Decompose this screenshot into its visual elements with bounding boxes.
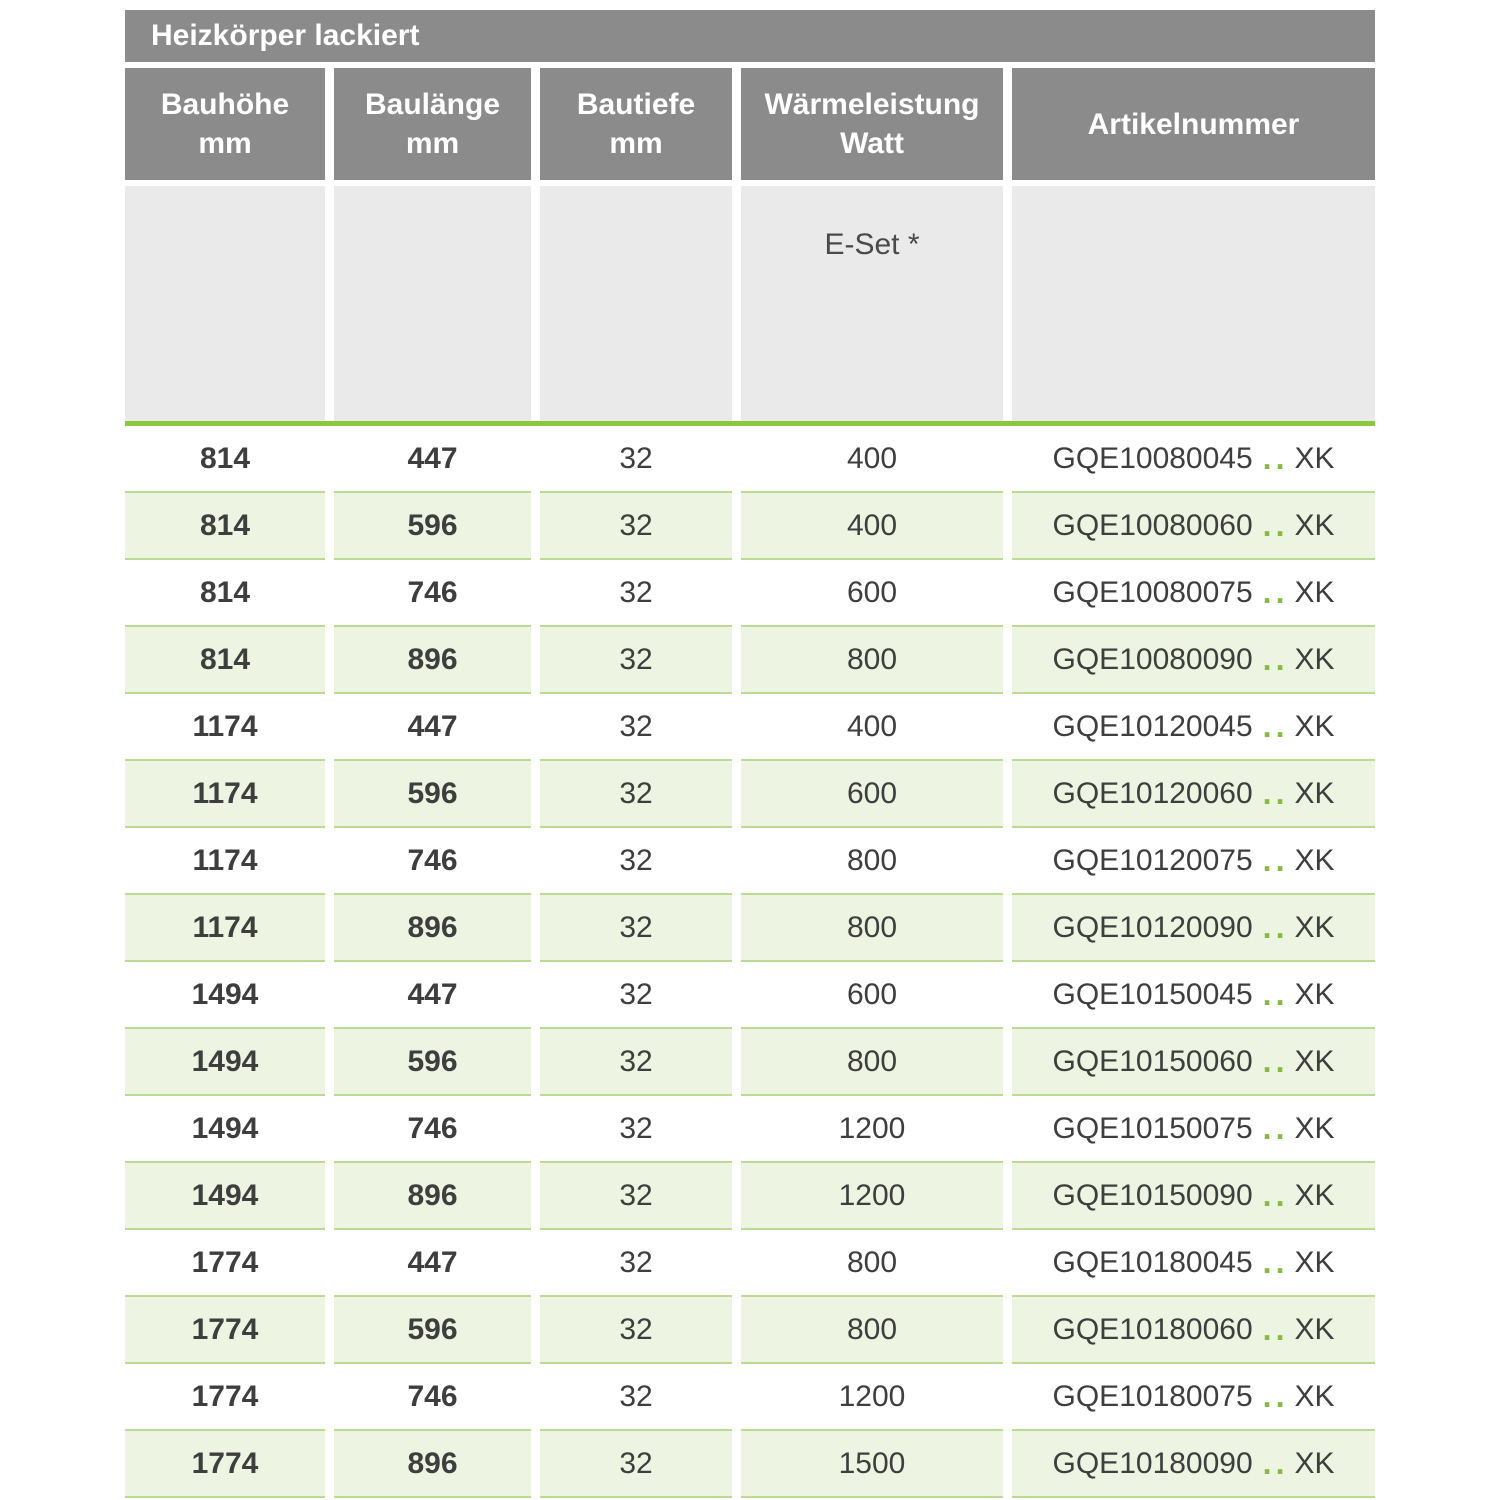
bauhoehe-value: 1774 — [125, 1364, 325, 1431]
baulaenge-value: 447 — [334, 1230, 531, 1297]
artikel-prefix: GQE10180090 — [1052, 1446, 1253, 1480]
bauhoehe-value: 1774 — [125, 1297, 325, 1364]
bauhoehe-value: 1494 — [125, 1163, 325, 1230]
artikelnummer-value — [1012, 962, 1375, 1029]
baulaenge-value: 596 — [334, 761, 531, 828]
color-code-dots: .. — [1262, 708, 1289, 744]
artikel-suffix: XK — [1294, 1111, 1335, 1145]
color-code-dots: .. — [1262, 976, 1289, 1012]
bauhoehe-value: 814 — [125, 426, 325, 493]
column-header-label: Wärmeleistung — [764, 88, 980, 121]
color-code-dots: .. — [1262, 1177, 1289, 1213]
artikelnummer-value — [1012, 694, 1375, 761]
artikel-suffix: XK — [1294, 843, 1335, 877]
artikelnummer-value — [1012, 1364, 1375, 1431]
artikelnummer-value — [1012, 627, 1375, 694]
artikelnummer-value — [1012, 1431, 1375, 1498]
watt-value: 400 — [741, 694, 1003, 761]
color-code-dots: .. — [1262, 440, 1289, 476]
artikel-prefix: GQE10150045 — [1052, 977, 1253, 1011]
watt-value: 600 — [741, 761, 1003, 828]
watt-value: 600 — [741, 560, 1003, 627]
bauhoehe-value: 1494 — [125, 1029, 325, 1096]
bauhoehe-value: 1774 — [125, 1431, 325, 1498]
table-row — [125, 694, 1375, 761]
table-row — [125, 761, 1375, 828]
color-code-dots: .. — [1262, 1378, 1289, 1414]
artikelnummer-value — [1012, 493, 1375, 560]
bauhoehe-value: 814 — [125, 560, 325, 627]
table-title-bar — [125, 10, 1375, 62]
artikel-prefix: GQE10120060 — [1052, 776, 1253, 810]
color-code-dots: .. — [1262, 641, 1289, 677]
baulaenge-value: 596 — [334, 1297, 531, 1364]
artikel-prefix: GQE10080045 — [1052, 441, 1253, 475]
table-row — [125, 1230, 1375, 1297]
artikel-suffix: XK — [1294, 1446, 1335, 1480]
watt-value: 800 — [741, 895, 1003, 962]
baulaenge-value: 596 — [334, 1029, 531, 1096]
artikelnummer-value — [1012, 426, 1375, 493]
subheader-row — [125, 186, 1375, 421]
table-row — [125, 1364, 1375, 1431]
bautiefe-value: 32 — [540, 426, 732, 493]
artikel-suffix: XK — [1294, 977, 1335, 1011]
artikel-prefix: GQE10120045 — [1052, 709, 1253, 743]
table-row — [125, 1431, 1375, 1498]
color-code-dots: .. — [1262, 574, 1289, 610]
baulaenge-value: 896 — [334, 627, 531, 694]
column-header-unit: mm — [609, 127, 663, 160]
bauhoehe-value: 1494 — [125, 962, 325, 1029]
watt-value: 800 — [741, 828, 1003, 895]
bauhoehe-value: 1174 — [125, 895, 325, 962]
artikel-suffix: XK — [1294, 1245, 1335, 1279]
column-header-label: Baulänge — [364, 88, 501, 121]
baulaenge-value: 746 — [334, 1364, 531, 1431]
artikel-prefix: GQE10120090 — [1052, 910, 1253, 944]
subheader-cell-bauhoehe — [125, 186, 325, 421]
bautiefe-value: 32 — [540, 1163, 732, 1230]
artikel-prefix: GQE10150075 — [1052, 1111, 1253, 1145]
artikel-suffix: XK — [1294, 441, 1335, 475]
watt-value: 400 — [741, 493, 1003, 560]
column-header-artikelnummer — [1012, 68, 1375, 180]
bauhoehe-value: 814 — [125, 627, 325, 694]
spec-table — [125, 10, 1375, 1498]
eset-label: E-Set * — [824, 228, 920, 261]
column-header-unit: mm — [405, 127, 460, 160]
subheader-cell-baulaenge — [334, 186, 531, 421]
bautiefe-value: 32 — [540, 1029, 732, 1096]
watt-value: 400 — [741, 426, 1003, 493]
column-header-waermeleistung — [741, 68, 1003, 180]
table-row — [125, 493, 1375, 560]
artikel-prefix: GQE10080060 — [1052, 508, 1253, 542]
artikel-suffix: XK — [1294, 1178, 1335, 1212]
artikel-suffix: XK — [1294, 508, 1335, 542]
bautiefe-value: 32 — [540, 1297, 732, 1364]
bautiefe-value: 32 — [540, 1230, 732, 1297]
column-header-label: Artikelnummer — [1087, 107, 1300, 141]
baulaenge-value: 746 — [334, 828, 531, 895]
bauhoehe-value: 814 — [125, 493, 325, 560]
color-code-dots: .. — [1262, 775, 1289, 811]
watt-value: 800 — [741, 1230, 1003, 1297]
watt-value: 1200 — [741, 1364, 1003, 1431]
color-code-dots: .. — [1262, 507, 1289, 543]
bauhoehe-value: 1774 — [125, 1230, 325, 1297]
bauhoehe-value: 1174 — [125, 694, 325, 761]
artikelnummer-value — [1012, 560, 1375, 627]
artikelnummer-value — [1012, 1096, 1375, 1163]
column-header-bauhoehe — [125, 68, 325, 180]
color-code-dots: .. — [1262, 1244, 1289, 1280]
bautiefe-value: 32 — [540, 560, 732, 627]
table-row — [125, 895, 1375, 962]
color-code-dots: .. — [1262, 842, 1289, 878]
bauhoehe-value: 1174 — [125, 828, 325, 895]
artikel-prefix: GQE10180060 — [1052, 1312, 1253, 1346]
color-code-dots: .. — [1262, 1110, 1289, 1146]
artikelnummer-value — [1012, 1297, 1375, 1364]
baulaenge-value: 447 — [334, 694, 531, 761]
artikelnummer-value — [1012, 1163, 1375, 1230]
column-header-bautiefe — [540, 68, 732, 180]
watt-value: 800 — [741, 627, 1003, 694]
artikelnummer-value — [1012, 895, 1375, 962]
bautiefe-value: 32 — [540, 828, 732, 895]
table-row — [125, 627, 1375, 694]
baulaenge-value: 746 — [334, 1096, 531, 1163]
bautiefe-value: 32 — [540, 895, 732, 962]
table-row — [125, 828, 1375, 895]
bauhoehe-value: 1174 — [125, 761, 325, 828]
baulaenge-value: 896 — [334, 1163, 531, 1230]
bautiefe-value: 32 — [540, 1431, 732, 1498]
baulaenge-value: 596 — [334, 493, 531, 560]
artikelnummer-value — [1012, 761, 1375, 828]
artikel-suffix: XK — [1294, 575, 1335, 609]
artikel-prefix: GQE10150090 — [1052, 1178, 1253, 1212]
watt-value: 1200 — [741, 1096, 1003, 1163]
bautiefe-value: 32 — [540, 761, 732, 828]
column-header-row — [125, 68, 1375, 180]
table-row — [125, 426, 1375, 493]
table-row — [125, 1297, 1375, 1364]
bautiefe-value: 32 — [540, 1096, 732, 1163]
subheader-cell-eset — [741, 186, 1003, 421]
baulaenge-value: 896 — [334, 895, 531, 962]
bautiefe-value: 32 — [540, 1364, 732, 1431]
artikel-suffix: XK — [1294, 1379, 1335, 1413]
artikel-prefix: GQE10120075 — [1052, 843, 1253, 877]
artikel-prefix: GQE10080075 — [1052, 575, 1253, 609]
artikel-prefix: GQE10150060 — [1052, 1044, 1253, 1078]
column-header-label: Bauhöhe — [160, 88, 290, 121]
bautiefe-value: 32 — [540, 493, 732, 560]
column-header-label: Bautiefe — [576, 88, 696, 121]
watt-value: 800 — [741, 1029, 1003, 1096]
column-header-unit: mm — [198, 127, 252, 160]
watt-value: 1500 — [741, 1431, 1003, 1498]
bautiefe-value: 32 — [540, 962, 732, 1029]
color-code-dots: .. — [1262, 1311, 1289, 1347]
artikel-suffix: XK — [1294, 642, 1335, 676]
color-code-dots: .. — [1262, 909, 1289, 945]
watt-value: 1200 — [741, 1163, 1003, 1230]
column-header-unit: Watt — [840, 127, 904, 160]
artikel-prefix: GQE10080090 — [1052, 642, 1253, 676]
bautiefe-value: 32 — [540, 627, 732, 694]
artikel-prefix: GQE10180045 — [1052, 1245, 1253, 1279]
baulaenge-value: 896 — [334, 1431, 531, 1498]
artikelnummer-value — [1012, 828, 1375, 895]
watt-value: 800 — [741, 1297, 1003, 1364]
baulaenge-value: 447 — [334, 962, 531, 1029]
watt-value: 600 — [741, 962, 1003, 1029]
artikelnummer-value — [1012, 1230, 1375, 1297]
column-header-baulaenge — [334, 68, 531, 180]
baulaenge-value: 447 — [334, 426, 531, 493]
bautiefe-value: 32 — [540, 694, 732, 761]
baulaenge-value: 746 — [334, 560, 531, 627]
artikel-suffix: XK — [1294, 1044, 1335, 1078]
artikel-suffix: XK — [1294, 776, 1335, 810]
artikel-suffix: XK — [1294, 910, 1335, 944]
artikel-suffix: XK — [1294, 709, 1335, 743]
subheader-cell-bautiefe — [540, 186, 732, 421]
table-row — [125, 962, 1375, 1029]
artikelnummer-value — [1012, 1029, 1375, 1096]
artikel-prefix: GQE10180075 — [1052, 1379, 1253, 1413]
color-code-dots: .. — [1262, 1445, 1289, 1481]
table-body — [125, 426, 1375, 1498]
table-row — [125, 560, 1375, 627]
color-code-dots: .. — [1262, 1043, 1289, 1079]
table-title: Heizkörper lackiert — [151, 19, 420, 52]
table-row — [125, 1163, 1375, 1230]
subheader-cell-artikelnummer — [1012, 186, 1375, 421]
bauhoehe-value: 1494 — [125, 1096, 325, 1163]
artikel-suffix: XK — [1294, 1312, 1335, 1346]
table-row — [125, 1029, 1375, 1096]
table-row — [125, 1096, 1375, 1163]
